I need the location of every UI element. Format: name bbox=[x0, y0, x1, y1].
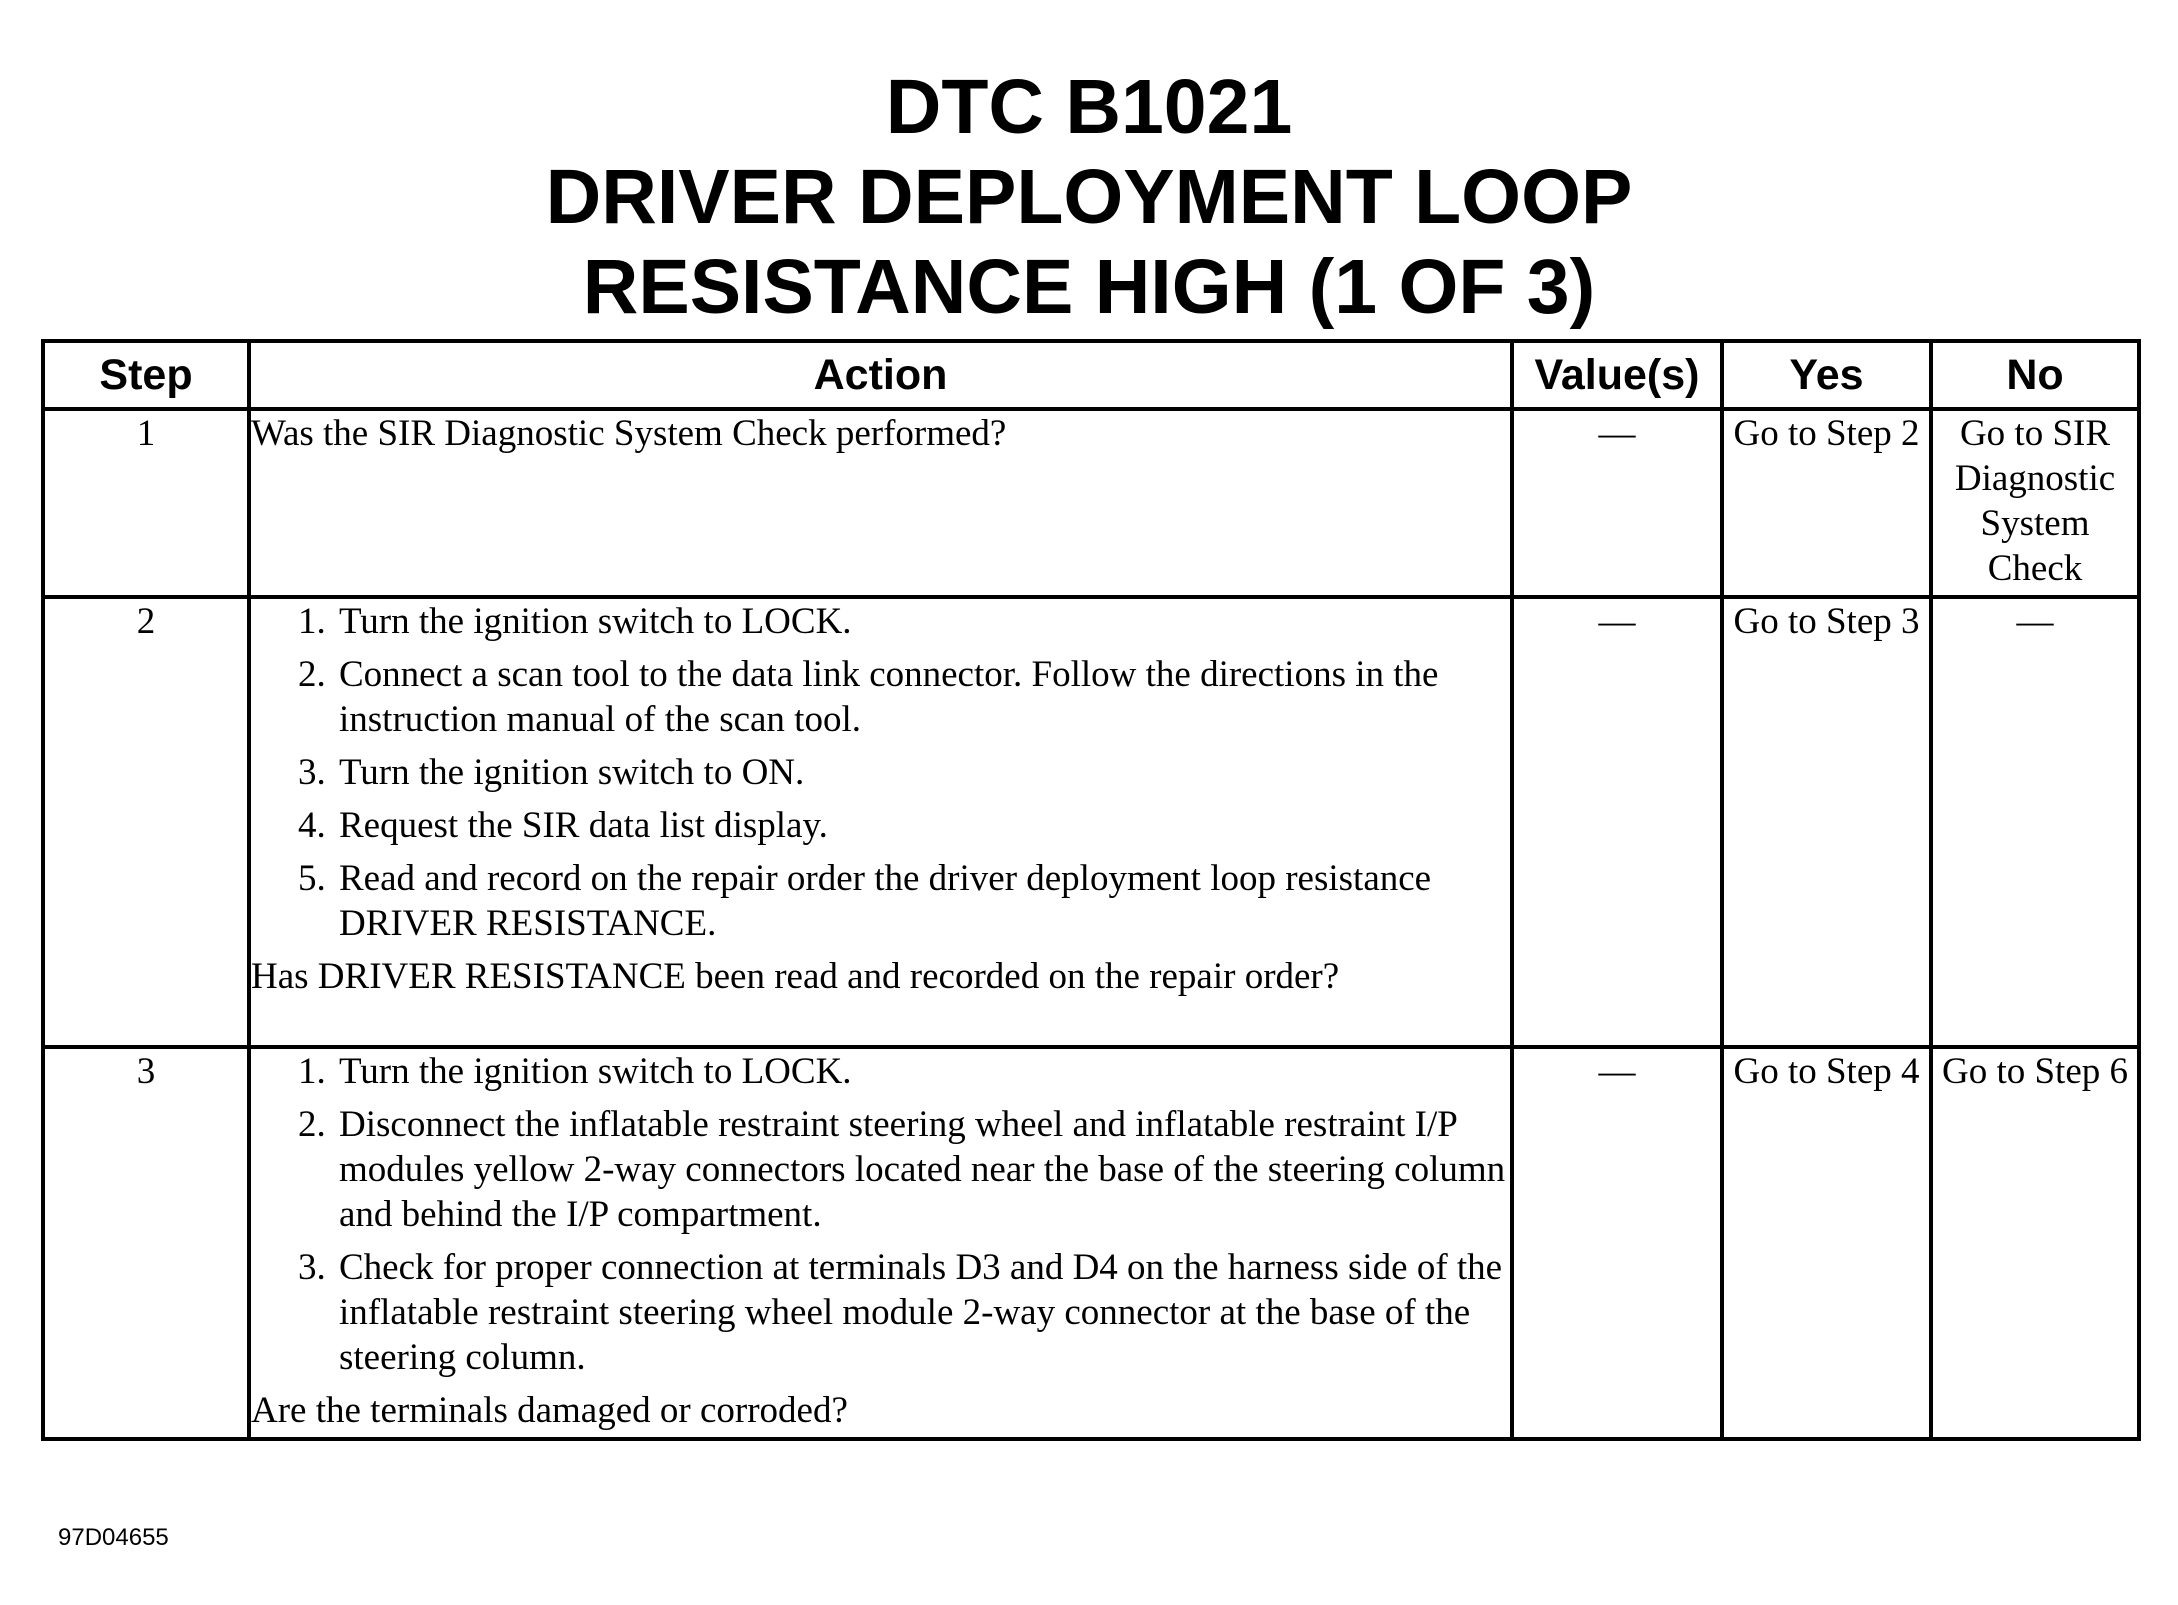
page-title bbox=[0, 62, 2178, 332]
no-cell: — bbox=[1931, 597, 2139, 1047]
action-cell bbox=[249, 597, 1512, 1047]
table-row bbox=[43, 597, 2139, 1047]
step-number: 3 bbox=[43, 1047, 249, 1439]
table-header-row bbox=[43, 341, 2139, 409]
table-row bbox=[43, 409, 2139, 597]
values-cell: — bbox=[1512, 597, 1722, 1047]
no-cell: Go to Step 6 bbox=[1931, 1047, 2139, 1439]
action-step: 5. Read and record on the repair order the driver deployment loop resistance DRIVER RESISTANCE. bbox=[335, 856, 1510, 946]
header-action: Action bbox=[249, 341, 1512, 409]
table-row bbox=[43, 1047, 2139, 1439]
title-line-3: RESISTANCE HIGH (1 OF 3) bbox=[582, 244, 1596, 330]
action-step: 1. Turn the ignition switch to LOCK. bbox=[335, 1049, 1510, 1094]
header-no: No bbox=[1931, 341, 2139, 409]
action-step: 3. Check for proper connection at terminals D3 and D4 on the harness side of the inflatable restraint steering wheel module 2-way connector at the base of the steering column. bbox=[335, 1245, 1510, 1380]
title-line-2: DRIVER DEPLOYMENT LOOP bbox=[545, 154, 1633, 240]
header-yes: Yes bbox=[1722, 341, 1931, 409]
yes-cell: Go to Step 2 bbox=[1722, 409, 1931, 597]
action-steps bbox=[251, 1049, 1510, 1380]
action-step: 4. Request the SIR data list display. bbox=[335, 803, 1510, 848]
step-number: 1 bbox=[43, 409, 249, 597]
values-cell: — bbox=[1512, 409, 1722, 597]
figure-id: 97D04655 bbox=[58, 1524, 169, 1551]
yes-cell: Go to Step 3 bbox=[1722, 597, 1931, 1047]
diagnostic-table bbox=[41, 339, 2141, 1441]
action-step: 3. Turn the ignition switch to ON. bbox=[335, 750, 1510, 795]
header-step: Step bbox=[43, 341, 249, 409]
step-number: 2 bbox=[43, 597, 249, 1047]
header-values: Value(s) bbox=[1512, 341, 1722, 409]
action-question: Are the terminals damaged or corroded? bbox=[251, 1390, 848, 1431]
action-cell bbox=[249, 409, 1512, 597]
action-steps bbox=[251, 599, 1510, 946]
action-question: Has DRIVER RESISTANCE been read and recorded on the repair order? bbox=[251, 956, 1340, 997]
no-cell: Go to SIR Diagnostic System Check bbox=[1931, 409, 2139, 597]
values-cell: — bbox=[1512, 1047, 1722, 1439]
action-step: 2. Connect a scan tool to the data link connector. Follow the directions in the instruction manual of the scan tool. bbox=[335, 652, 1510, 742]
action-step: 1. Turn the ignition switch to LOCK. bbox=[335, 599, 1510, 644]
action-cell bbox=[249, 1047, 1512, 1439]
action-step: 2. Disconnect the inflatable restraint steering wheel and inflatable restraint I/P modules yellow 2-way connectors located near the base of the steering column and behind the I/P compartment. bbox=[335, 1102, 1510, 1237]
title-line-1: DTC B1021 bbox=[885, 64, 1293, 150]
action-question: Was the SIR Diagnostic System Check performed? bbox=[251, 413, 1007, 454]
yes-cell: Go to Step 4 bbox=[1722, 1047, 1931, 1439]
